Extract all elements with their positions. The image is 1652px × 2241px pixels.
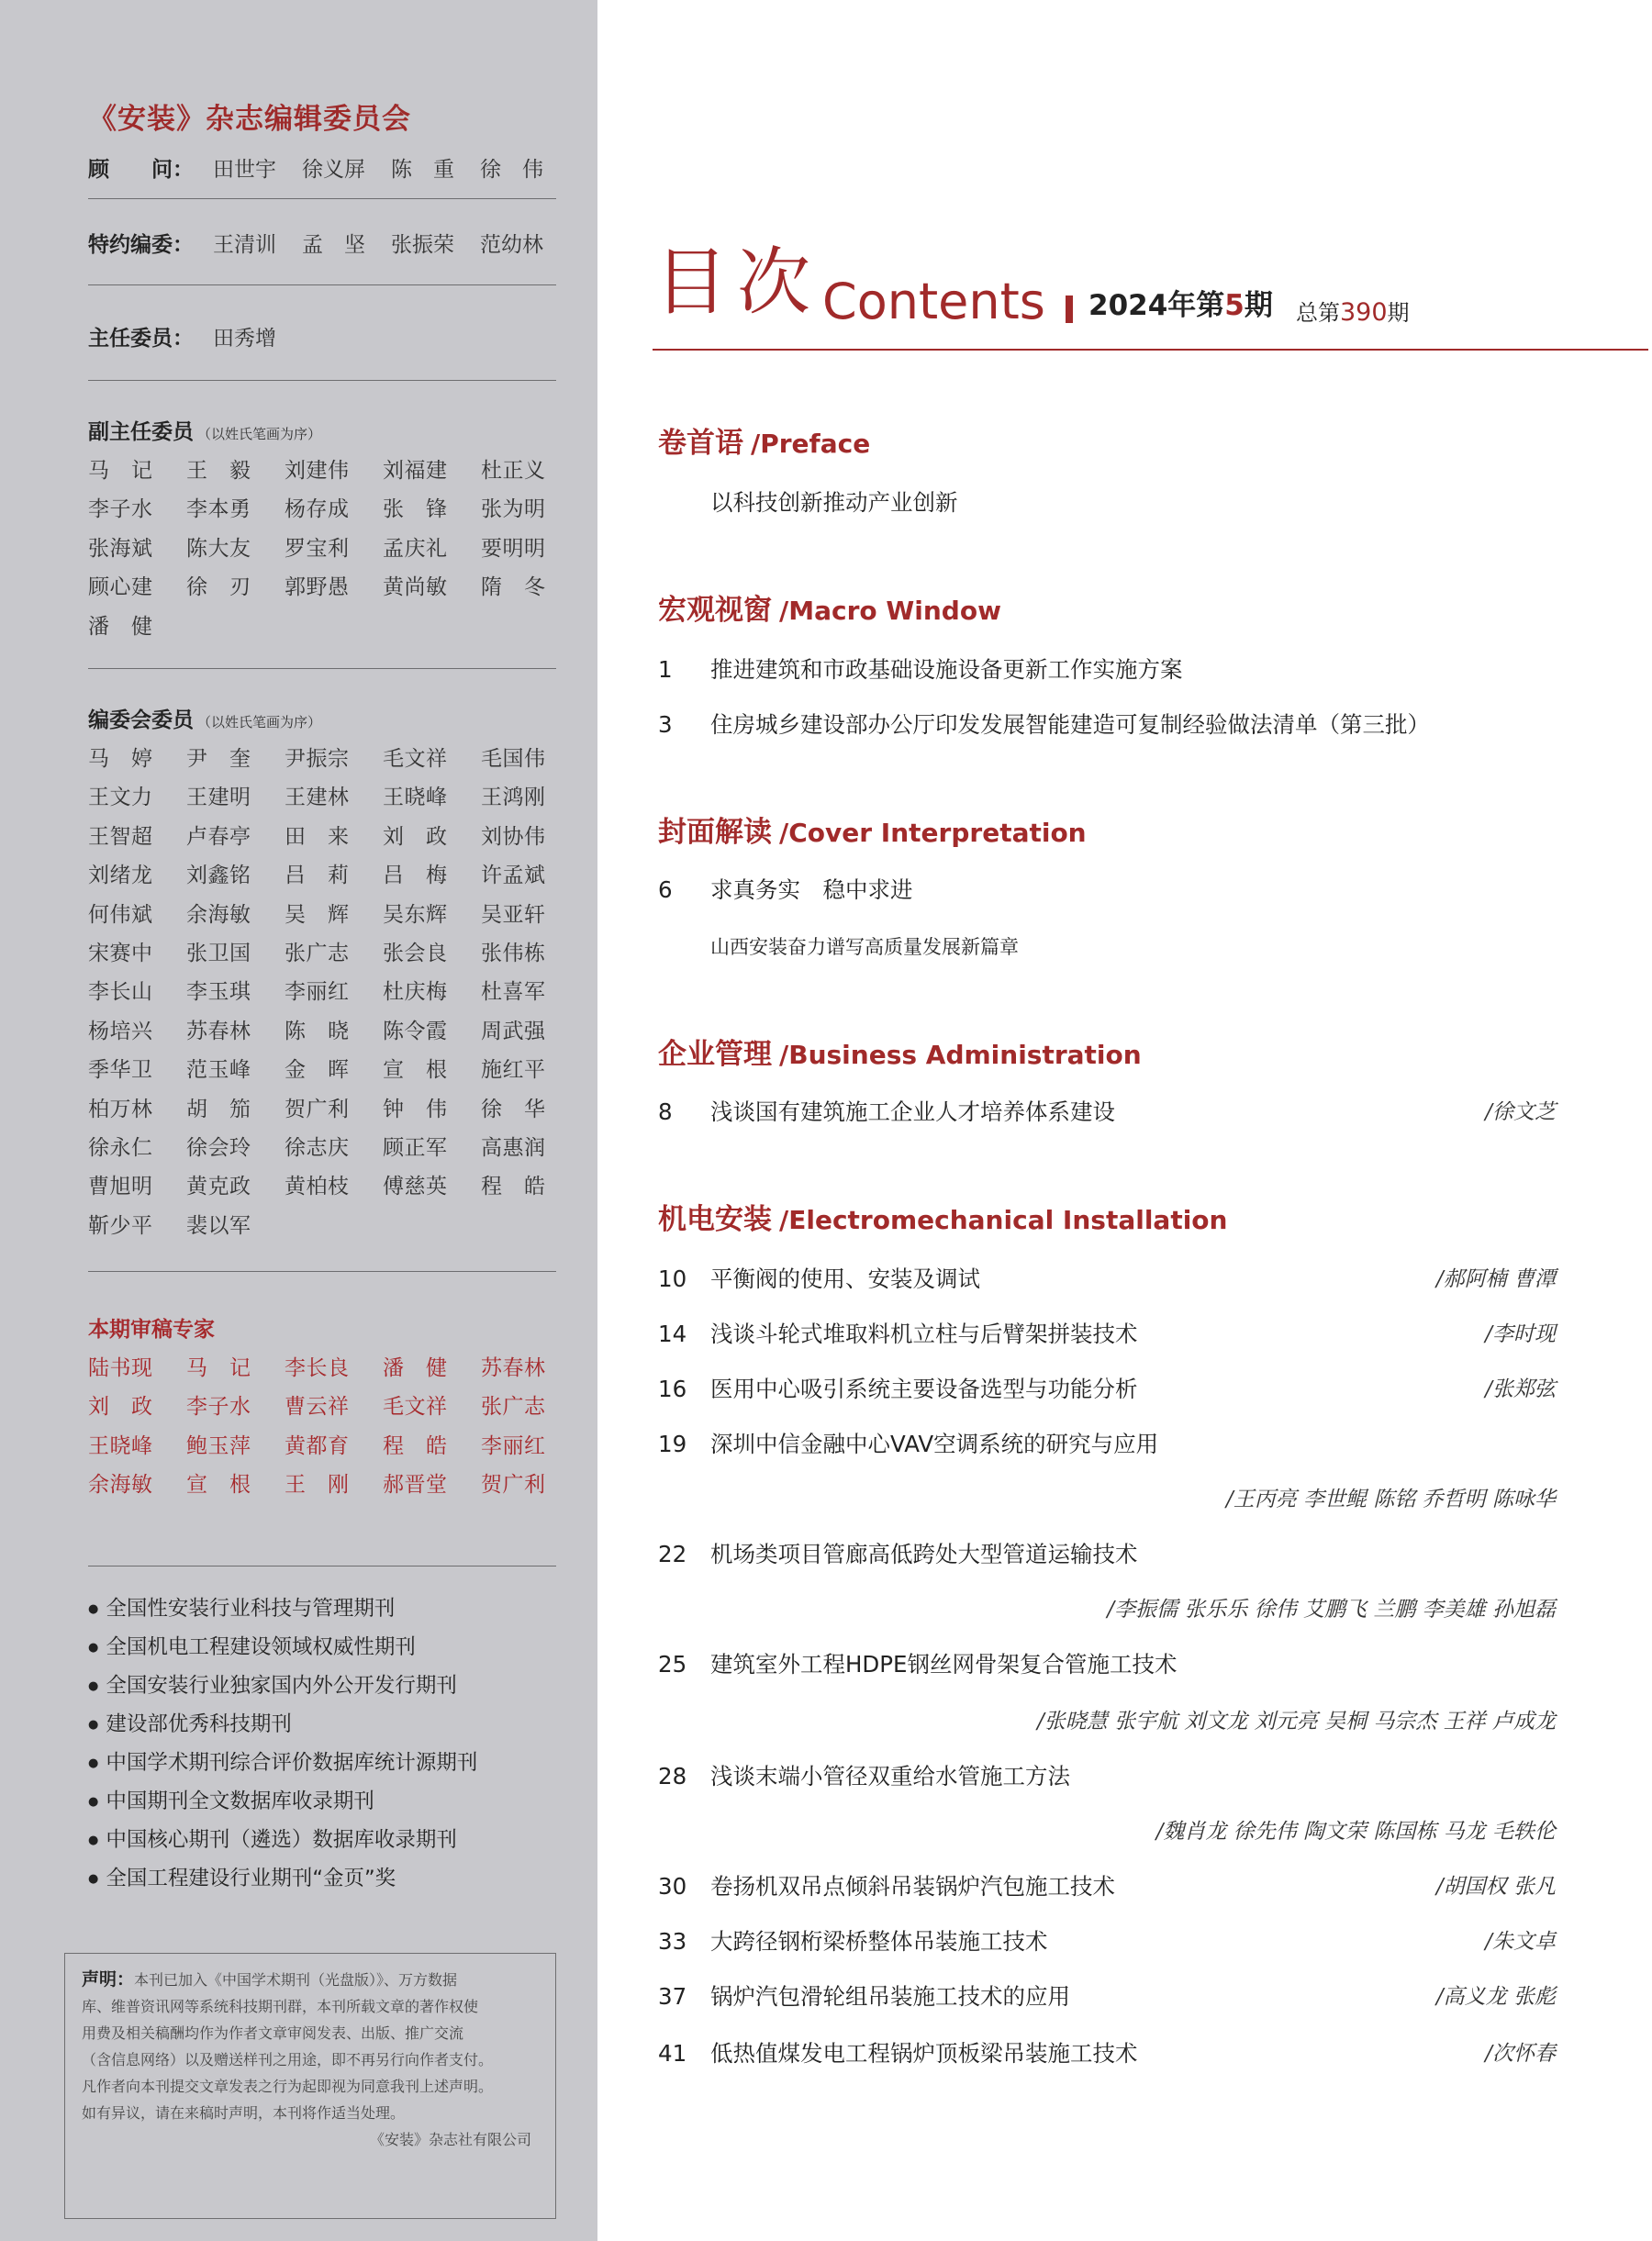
toc-entry[interactable]: 25 建筑室外工程HDPE钢丝网骨架复合管施工技术 [658,1651,1178,1678]
toc-entry[interactable]: 30 卷扬机双吊点倾斜吊装锅炉汽包施工技术 /胡国权 张凡 [658,1873,1556,1900]
committee-member-name: 范玉峰 [186,1058,251,1083]
header-accent-bar [1066,295,1073,323]
toc-entry-authors: /王丙亮 李世鲲 陈铭 乔哲明 陈咏华 [1226,1488,1556,1511]
honor-item: ● 全国性安装行业科技与管理期刊 [88,1592,477,1631]
advisors-label: 顾 问： [88,158,194,182]
committee-member-name: 宣 根 [383,1058,448,1083]
committee-member-name: 陈 晓 [285,1019,350,1043]
committee-member-name: 陈大友 [186,536,251,561]
committee-member-name: 鲍玉萍 [186,1433,251,1458]
committee-member-name: 苏春林 [481,1356,546,1380]
committee-member-name: 李丽红 [285,980,350,1005]
committee-member-name: 曹旭明 [88,1175,153,1199]
committee-member-name: 要明明 [481,536,546,561]
committee-member-name: 张会良 [383,941,448,965]
committee-member-name: 苏春林 [186,1019,251,1043]
committee-member-name: 尹 奎 [186,747,251,771]
committee-member-name: 宣 根 [186,1473,251,1498]
honor-item: ● 全国安装行业独家国内外公开发行期刊 [88,1669,477,1708]
issue-number: 2024年第5期 [1088,289,1273,322]
header-rule [653,349,1648,351]
committee-member-name: 田 来 [285,824,350,849]
committee-member-name: 张海斌 [88,536,153,561]
toc-entry[interactable]: 3 住房城乡建设部办公厅印发发展智能建造可复制经验做法清单（第三批） [658,711,1430,738]
chair-names: 田秀增 [213,327,276,351]
special-editors-names: 王清训 孟 坚 张振荣 范幼林 [213,233,543,257]
committee-member-name: 吴亚轩 [481,902,546,927]
committee-member-name: 王建林 [285,786,350,810]
reviewers-label: 本期审稿专家 [88,1318,215,1342]
committee-member-name: 顾正军 [383,1135,448,1160]
divider [88,668,556,669]
committee-member-name: 刘 政 [383,824,448,849]
toc-entry[interactable]: 37 锅炉汽包滑轮组吊装施工技术的应用 /高义龙 张彪 [658,1983,1556,2010]
committee-member-name: 黄克政 [186,1175,251,1199]
committee-member-name: 陈令霞 [383,1019,448,1043]
honor-item: ● 建设部优秀科技期刊 [88,1708,477,1746]
committee-member-name: 金 晖 [285,1058,350,1083]
committee-member-name: 刘绪龙 [88,864,153,888]
committee-member-name: 陆书现 [88,1356,153,1380]
toc-entry-authors: /李振儒 张乐乐 徐伟 艾鹏飞 兰鹏 李美雄 孙旭磊 [1107,1598,1556,1622]
committee-member-name: 吕 莉 [285,864,350,888]
committee-member-name: 张广志 [481,1395,546,1420]
toc-entry-authors: /魏肖龙 徐先伟 陶文荣 陈国栋 马龙 毛轶伦 [1155,1820,1556,1844]
toc-entry[interactable]: 22 机场类项目管廊高低跨处大型管道运输技术 [658,1541,1138,1567]
toc-entry[interactable]: 6 求真务实 稳中求进 [658,876,913,903]
committee-member-name: 李丽红 [481,1433,546,1458]
committee-member-name: 毛文祥 [383,1395,448,1420]
divider [88,284,556,285]
committee-member-name: 李本勇 [186,497,251,522]
contents-title-en: Contents [822,273,1045,330]
committee-member-name: 王智超 [88,824,153,849]
contents-title-cn: 目次 [654,240,820,325]
committee-member-name: 王晓峰 [383,786,448,810]
section-heading-business-administration: 企业管理 /Business Administration [658,1038,1142,1071]
committee-member-name: 刘鑫铭 [186,864,251,888]
committee-member-name: 马 记 [186,1356,251,1380]
committee-member-name: 徐永仁 [88,1135,153,1160]
vice-chairs-label: 副主任委员 （以姓氏笔画为序） [88,420,322,444]
divider [88,1271,556,1272]
committee-member-name: 张为明 [481,497,546,522]
committee-member-name: 毛文祥 [383,747,448,771]
committee-member-name: 曹云祥 [285,1395,350,1420]
toc-entry-subtitle[interactable]: 山西安装奋力谱写高质量发展新篇章 [710,936,1019,958]
committee-member-name: 杨培兴 [88,1019,153,1043]
committee-member-name: 黄都育 [285,1433,350,1458]
honors-list [88,1592,477,1901]
divider [88,198,556,199]
toc-entry[interactable]: 28 浅谈末端小管径双重给水管施工方法 [658,1763,1070,1789]
committee-member-name: 贺广利 [285,1097,350,1121]
committee-member-name: 王建明 [186,786,251,810]
vice-chairs-grid [88,453,565,648]
committee-member-name: 吴 辉 [285,902,350,927]
committee-member-name: 钟 伟 [383,1097,448,1121]
committee-member-name: 郭野愚 [285,575,350,600]
members-label: 编委会委员 （以姓氏笔画为序） [88,708,322,732]
committee-member-name: 李子水 [186,1395,251,1420]
committee-member-name: 王鸿刚 [481,786,546,810]
committee-member-name: 李长良 [285,1356,350,1380]
toc-entry[interactable]: 16 医用中心吸引系统主要设备选型与功能分析 /张郑弦 [658,1376,1556,1402]
committee-member-name: 黄尚敏 [383,575,448,600]
editorial-board-title: 《安装》杂志编辑委员会 [88,103,411,136]
committee-member-name: 贺广利 [481,1473,546,1498]
section-heading-preface: 卷首语 /Preface [658,427,871,460]
total-issue-number: 总第390期 [1296,298,1410,327]
committee-member-name: 潘 健 [88,614,153,639]
section-heading-cover-interpretation: 封面解读 /Cover Interpretation [658,816,1087,849]
honor-item: ● 中国核心期刊（遴选）数据库收录期刊 [88,1823,477,1862]
committee-member-name: 卢春亭 [186,824,251,849]
committee-member-name: 王 刚 [285,1473,350,1498]
committee-member-name: 郝晋堂 [383,1473,448,1498]
committee-member-name: 周武强 [481,1019,546,1043]
toc-entry[interactable]: 1 推进建筑和市政基础设施设备更新工作实施方案 [658,656,1183,683]
committee-member-name: 张卫国 [186,941,251,965]
committee-member-name: 徐会玲 [186,1135,251,1160]
committee-member-name: 潘 健 [383,1356,448,1380]
divider [88,380,556,381]
committee-member-name: 吕 梅 [383,864,448,888]
committee-member-name: 孟庆礼 [383,536,448,561]
committee-member-name: 张 锋 [383,497,448,522]
honor-item: ● 全国机电工程建设领域权威性期刊 [88,1631,477,1669]
members-grid [88,741,565,1247]
toc-entry[interactable]: 41 低热值煤发电工程锅炉顶板梁吊装施工技术 /次怀春 [658,2040,1556,2067]
committee-member-name: 吴东辉 [383,902,448,927]
committee-member-name: 程 皓 [383,1433,448,1458]
committee-member-name: 王晓峰 [88,1433,153,1458]
committee-member-name: 靳少平 [88,1213,153,1238]
toc-entry[interactable]: 14 浅谈斗轮式堆取料机立柱与后臂架拼装技术 /李时现 [658,1321,1556,1347]
chair-label: 主任委员： [88,327,194,351]
committee-member-name: 徐 华 [481,1097,546,1121]
committee-member-name: 柏万林 [88,1097,153,1121]
honor-item: ● 中国学术期刊综合评价数据库统计源期刊 [88,1746,477,1785]
committee-member-name: 裴以军 [186,1213,251,1238]
committee-member-name: 李长山 [88,980,153,1005]
honor-item: ● 全国工程建设行业期刊“金页”奖 [88,1862,477,1901]
committee-member-name: 季华卫 [88,1058,153,1083]
committee-member-name: 王 毅 [186,459,251,483]
committee-member-name: 程 皓 [481,1175,546,1199]
committee-member-name: 尹振宗 [285,747,350,771]
committee-member-name: 刘 政 [88,1395,153,1420]
committee-member-name: 许孟斌 [481,864,546,888]
section-heading-macro-window: 宏观视窗 /Macro Window [658,594,1001,627]
toc-entry-authors: /张晓慧 张宇航 刘文龙 刘元亮 吴桐 马宗杰 王祥 卢成龙 [1037,1710,1556,1734]
section-heading-electromechanical-installation: 机电安装 /Electromechanical Installation [658,1203,1228,1236]
toc-entry[interactable]: 以科技创新推动产业创新 [710,489,958,516]
committee-member-name: 马 记 [88,459,153,483]
committee-member-name: 宋赛中 [88,941,153,965]
copyright-notice: 声明：本刊已加入《中国学术期刊（光盘版）》、万方数据 库、维普资讯网等系统科技期刊群，本刊所载文章的著作权使 用费及相关稿酬均作为作者文章审阅发表、出版、推广交流 （含信息网络）以及赠送样刊之用途，即不再另行向作者支付。 凡作者向本刊提交文章发表之行为起即视为同意我刊上述声明。 如有异议，请在来稿时声明，本刊将作适当处理。 《安装》杂志社有限公司 [64,1953,556,2219]
toc-entry[interactable]: 19 深圳中信金融中心VAV空调系统的研究与应用 [658,1431,1159,1457]
committee-member-name: 杨存成 [285,497,350,522]
committee-member-name: 杜庆梅 [383,980,448,1005]
committee-member-name: 李子水 [88,497,153,522]
committee-member-name: 施红平 [481,1058,546,1083]
committee-member-name: 余海敏 [186,902,251,927]
committee-member-name: 顾心建 [88,575,153,600]
toc-entry[interactable]: 10 平衡阀的使用、安装及调试 /郝阿楠 曹潭 [658,1265,1556,1292]
committee-member-name: 隋 冬 [481,575,546,600]
committee-member-name: 余海敏 [88,1473,153,1498]
committee-member-name: 何伟斌 [88,902,153,927]
toc-entry[interactable]: 33 大跨径钢桁梁桥整体吊装施工技术 /朱文卓 [658,1928,1556,1955]
committee-member-name: 黄柏枝 [285,1175,350,1199]
reviewers-grid [88,1351,565,1507]
committee-member-name: 王文力 [88,786,153,810]
honor-item: ● 中国期刊全文数据库收录期刊 [88,1785,477,1823]
committee-member-name: 徐 刃 [186,575,251,600]
committee-member-name: 张伟栋 [481,941,546,965]
committee-member-name: 刘协伟 [481,824,546,849]
committee-member-name: 杜喜军 [481,980,546,1005]
committee-member-name: 徐志庆 [285,1135,350,1160]
toc-entry[interactable]: 8 浅谈国有建筑施工企业人才培养体系建设 /徐文芝 [658,1098,1556,1125]
committee-member-name: 刘建伟 [285,459,350,483]
committee-member-name: 李玉琪 [186,980,251,1005]
committee-member-name: 马 婷 [88,747,153,771]
committee-member-name: 刘福建 [383,459,448,483]
committee-member-name: 罗宝利 [285,536,350,561]
special-editors-label: 特约编委： [88,233,194,257]
editorial-sidebar [0,0,597,2241]
notice-signature: 《安装》杂志社有限公司 [369,2131,531,2148]
committee-member-name: 高惠润 [481,1135,546,1160]
committee-member-name: 杜正义 [481,459,546,483]
advisors-names: 田世宇 徐义屏 陈 重 徐 伟 [213,158,543,182]
committee-member-name: 毛国伟 [481,747,546,771]
committee-member-name: 胡 笳 [186,1097,251,1121]
committee-member-name: 傅慈英 [383,1175,448,1199]
committee-member-name: 张广志 [285,941,350,965]
